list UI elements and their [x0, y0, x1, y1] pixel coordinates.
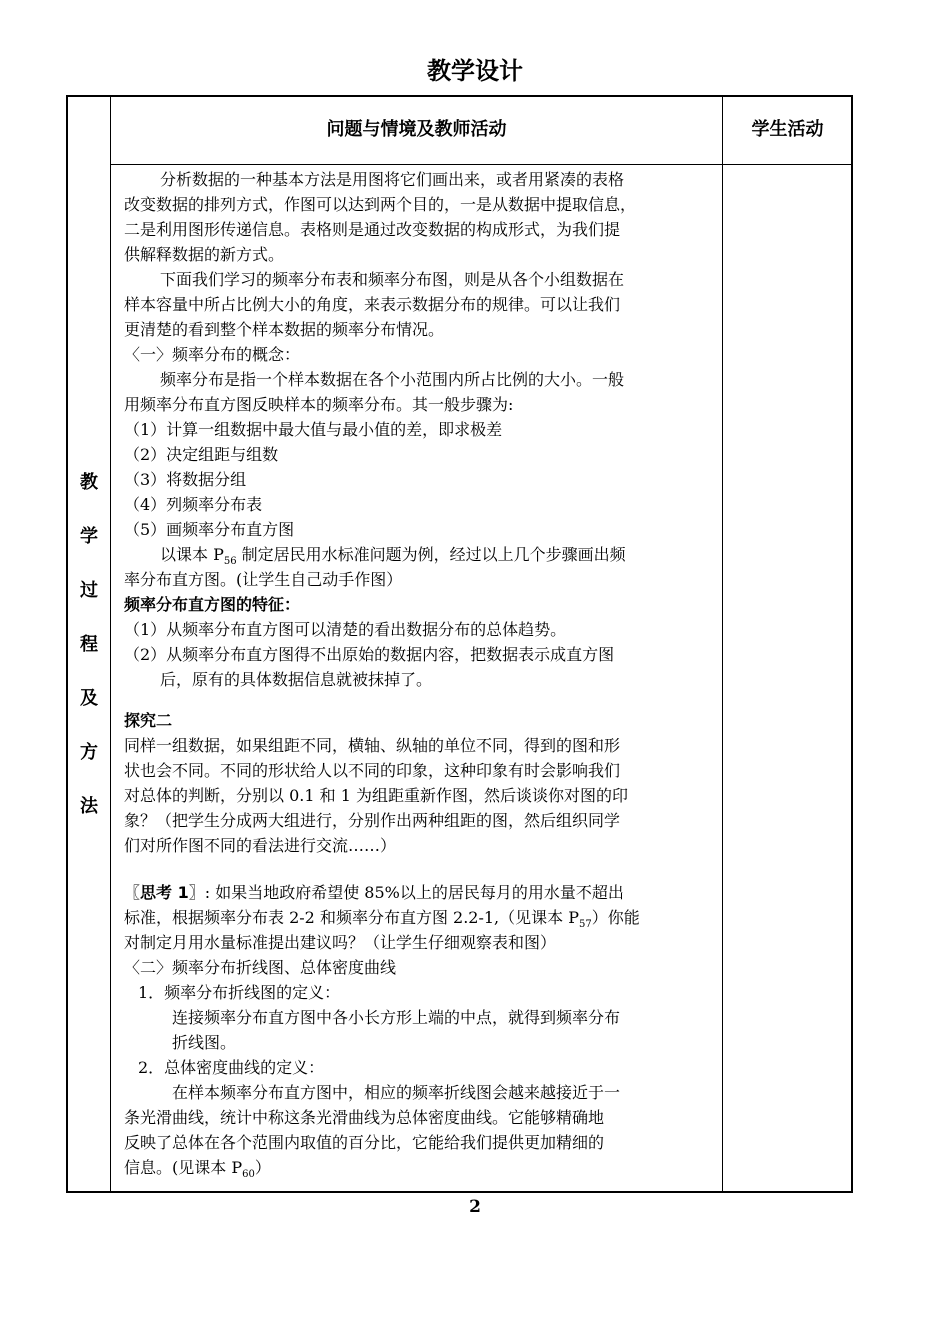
think-label: 思考 1: [140, 883, 189, 902]
definition-title: 2．总体密度曲线的定义：: [138, 1058, 325, 1077]
text-line: 在样本频率分布直方图中，相应的频率折线图会越来越接近于一: [172, 1083, 621, 1102]
text-line: 分析数据的一种基本方法是用图将它们画出来，或者用紧凑的表格: [160, 170, 625, 189]
side-label-char: 法: [80, 796, 98, 817]
feature-item: （1）从频率分布直方图可以清楚的看出数据分布的总体趋势。: [124, 620, 567, 639]
page-number: 2: [469, 1197, 481, 1217]
text-span: 以课本 P: [160, 545, 224, 564]
text-span: 制定居民用水标准问题为例，经过以上几个步骤画出频: [236, 545, 626, 564]
step-item: （1）计算一组数据中最大值与最小值的差，即求极差: [124, 420, 503, 439]
text-line: 改变数据的排列方式，作图可以达到两个目的，一是从数据中提取信息，: [124, 195, 637, 214]
header-teacher-activity: 问题与情境及教师活动: [326, 119, 507, 140]
step-item: （4）列频率分布表: [124, 495, 263, 514]
text-span: 〗: 如果当地政府希望使 85%以上的居民每月的用水量不超出: [188, 883, 624, 902]
side-label-char: 教: [80, 472, 98, 493]
side-label-char: 学: [80, 526, 98, 547]
teacher-activity-content: [124, 167, 720, 1180]
column-divider-right: [722, 95, 723, 1193]
text-line: [124, 542, 720, 567]
text-line: 折线图。: [172, 1033, 237, 1052]
text-line: [124, 1155, 720, 1180]
text-line: [124, 905, 720, 930]
text-span: 信息。(见课本 P: [124, 1158, 243, 1177]
text-line: 同样一组数据，如果组距不同，横轴、纵轴的单位不同，得到的图和形: [124, 736, 621, 755]
page-ref-subscript: 60: [242, 1169, 255, 1180]
text-line: 状也会不同。不同的形状给人以不同的印象，这种印象有时会影响我们: [124, 761, 621, 780]
text-line: 象？（把学生分成两大组进行，分别作出两种组距的图，然后组织同学: [124, 811, 621, 830]
step-item: （5）画频率分布直方图: [124, 520, 295, 539]
step-item: （3）将数据分组: [124, 470, 247, 489]
page-ref-subscript: 56: [223, 556, 237, 567]
explore-heading: 探究二: [124, 711, 173, 730]
text-line: 对总体的判断，分别以 0.1 和 1 为组距重新作图，然后谈谈你对图的印: [124, 786, 628, 805]
text-line: 频率分布是指一个样本数据在各个小范围内所占比例的大小。一般: [160, 370, 625, 389]
text-line: 二是利用图形传递信息。表格则是通过改变数据的构成形式，为我们提: [124, 220, 621, 239]
text-line: 们对所作图不同的看法进行交流……）: [124, 836, 397, 855]
section-heading: 〈一〉频率分布的概念：: [124, 345, 301, 364]
text-line: 供解释数据的新方式。: [124, 245, 285, 264]
header-student-activity: 学生活动: [751, 119, 824, 140]
text-line: [124, 880, 720, 905]
text-line: 下面我们学习的频率分布表和频率分布图，则是从各个小组数据在: [160, 270, 625, 289]
page-title: 教学设计: [427, 57, 523, 85]
step-item: （2）决定组距与组数: [124, 445, 279, 464]
side-label-char: 过: [80, 580, 98, 601]
text-line: 反映了总体在各个范围内取值的百分比，它能给我们提供更加精细的: [124, 1133, 605, 1152]
text-line: 连接频率分布直方图中各小长方形上端的中点，就得到频率分布: [172, 1008, 621, 1027]
text-line: 用频率分布直方图反映样本的频率分布。其一般步骤为:: [124, 395, 514, 414]
page-ref-subscript: 57: [579, 919, 592, 930]
text-span: ）你能: [591, 908, 640, 927]
text-line: 样本容量中所占比例大小的角度，来表示数据分布的规律。可以让我们: [124, 295, 621, 314]
spacer: [124, 692, 720, 708]
side-label-char: 方: [80, 742, 98, 763]
section-heading: 〈二〉频率分布折线图、总体密度曲线: [124, 958, 397, 977]
text-line: 后，原有的具体数据信息就被抹掉了。: [160, 670, 433, 689]
definition-title: 1．频率分布折线图的定义：: [138, 983, 341, 1002]
features-heading: 频率分布直方图的特征：: [124, 595, 301, 614]
side-label-char: 及: [80, 688, 98, 709]
text-span: 标准，根据频率分布表 2-2 和频率分布直方图 2.2-1,（见课本 P: [124, 908, 579, 927]
side-label-char: 程: [80, 634, 98, 655]
text-span: ）: [254, 1158, 271, 1177]
text-span: 〖: [124, 883, 141, 902]
text-line: 条光滑曲线，统计中称这条光滑曲线为总体密度曲线。它能够精确地: [124, 1108, 605, 1127]
header-divider: [110, 164, 853, 165]
text-line: 更清楚的看到整个样本数据的频率分布情况。: [124, 320, 445, 339]
spacer: [124, 858, 720, 880]
column-divider-left: [110, 95, 111, 1193]
text-line: 率分布直方图。(让学生自己动手作图）: [124, 570, 403, 589]
text-line: 对制定月用水量标准提出建议吗？（让学生仔细观察表和图）: [124, 933, 557, 952]
feature-item: （2）从频率分布直方图得不出原始的数据内容，把数据表示成直方图: [124, 645, 615, 664]
